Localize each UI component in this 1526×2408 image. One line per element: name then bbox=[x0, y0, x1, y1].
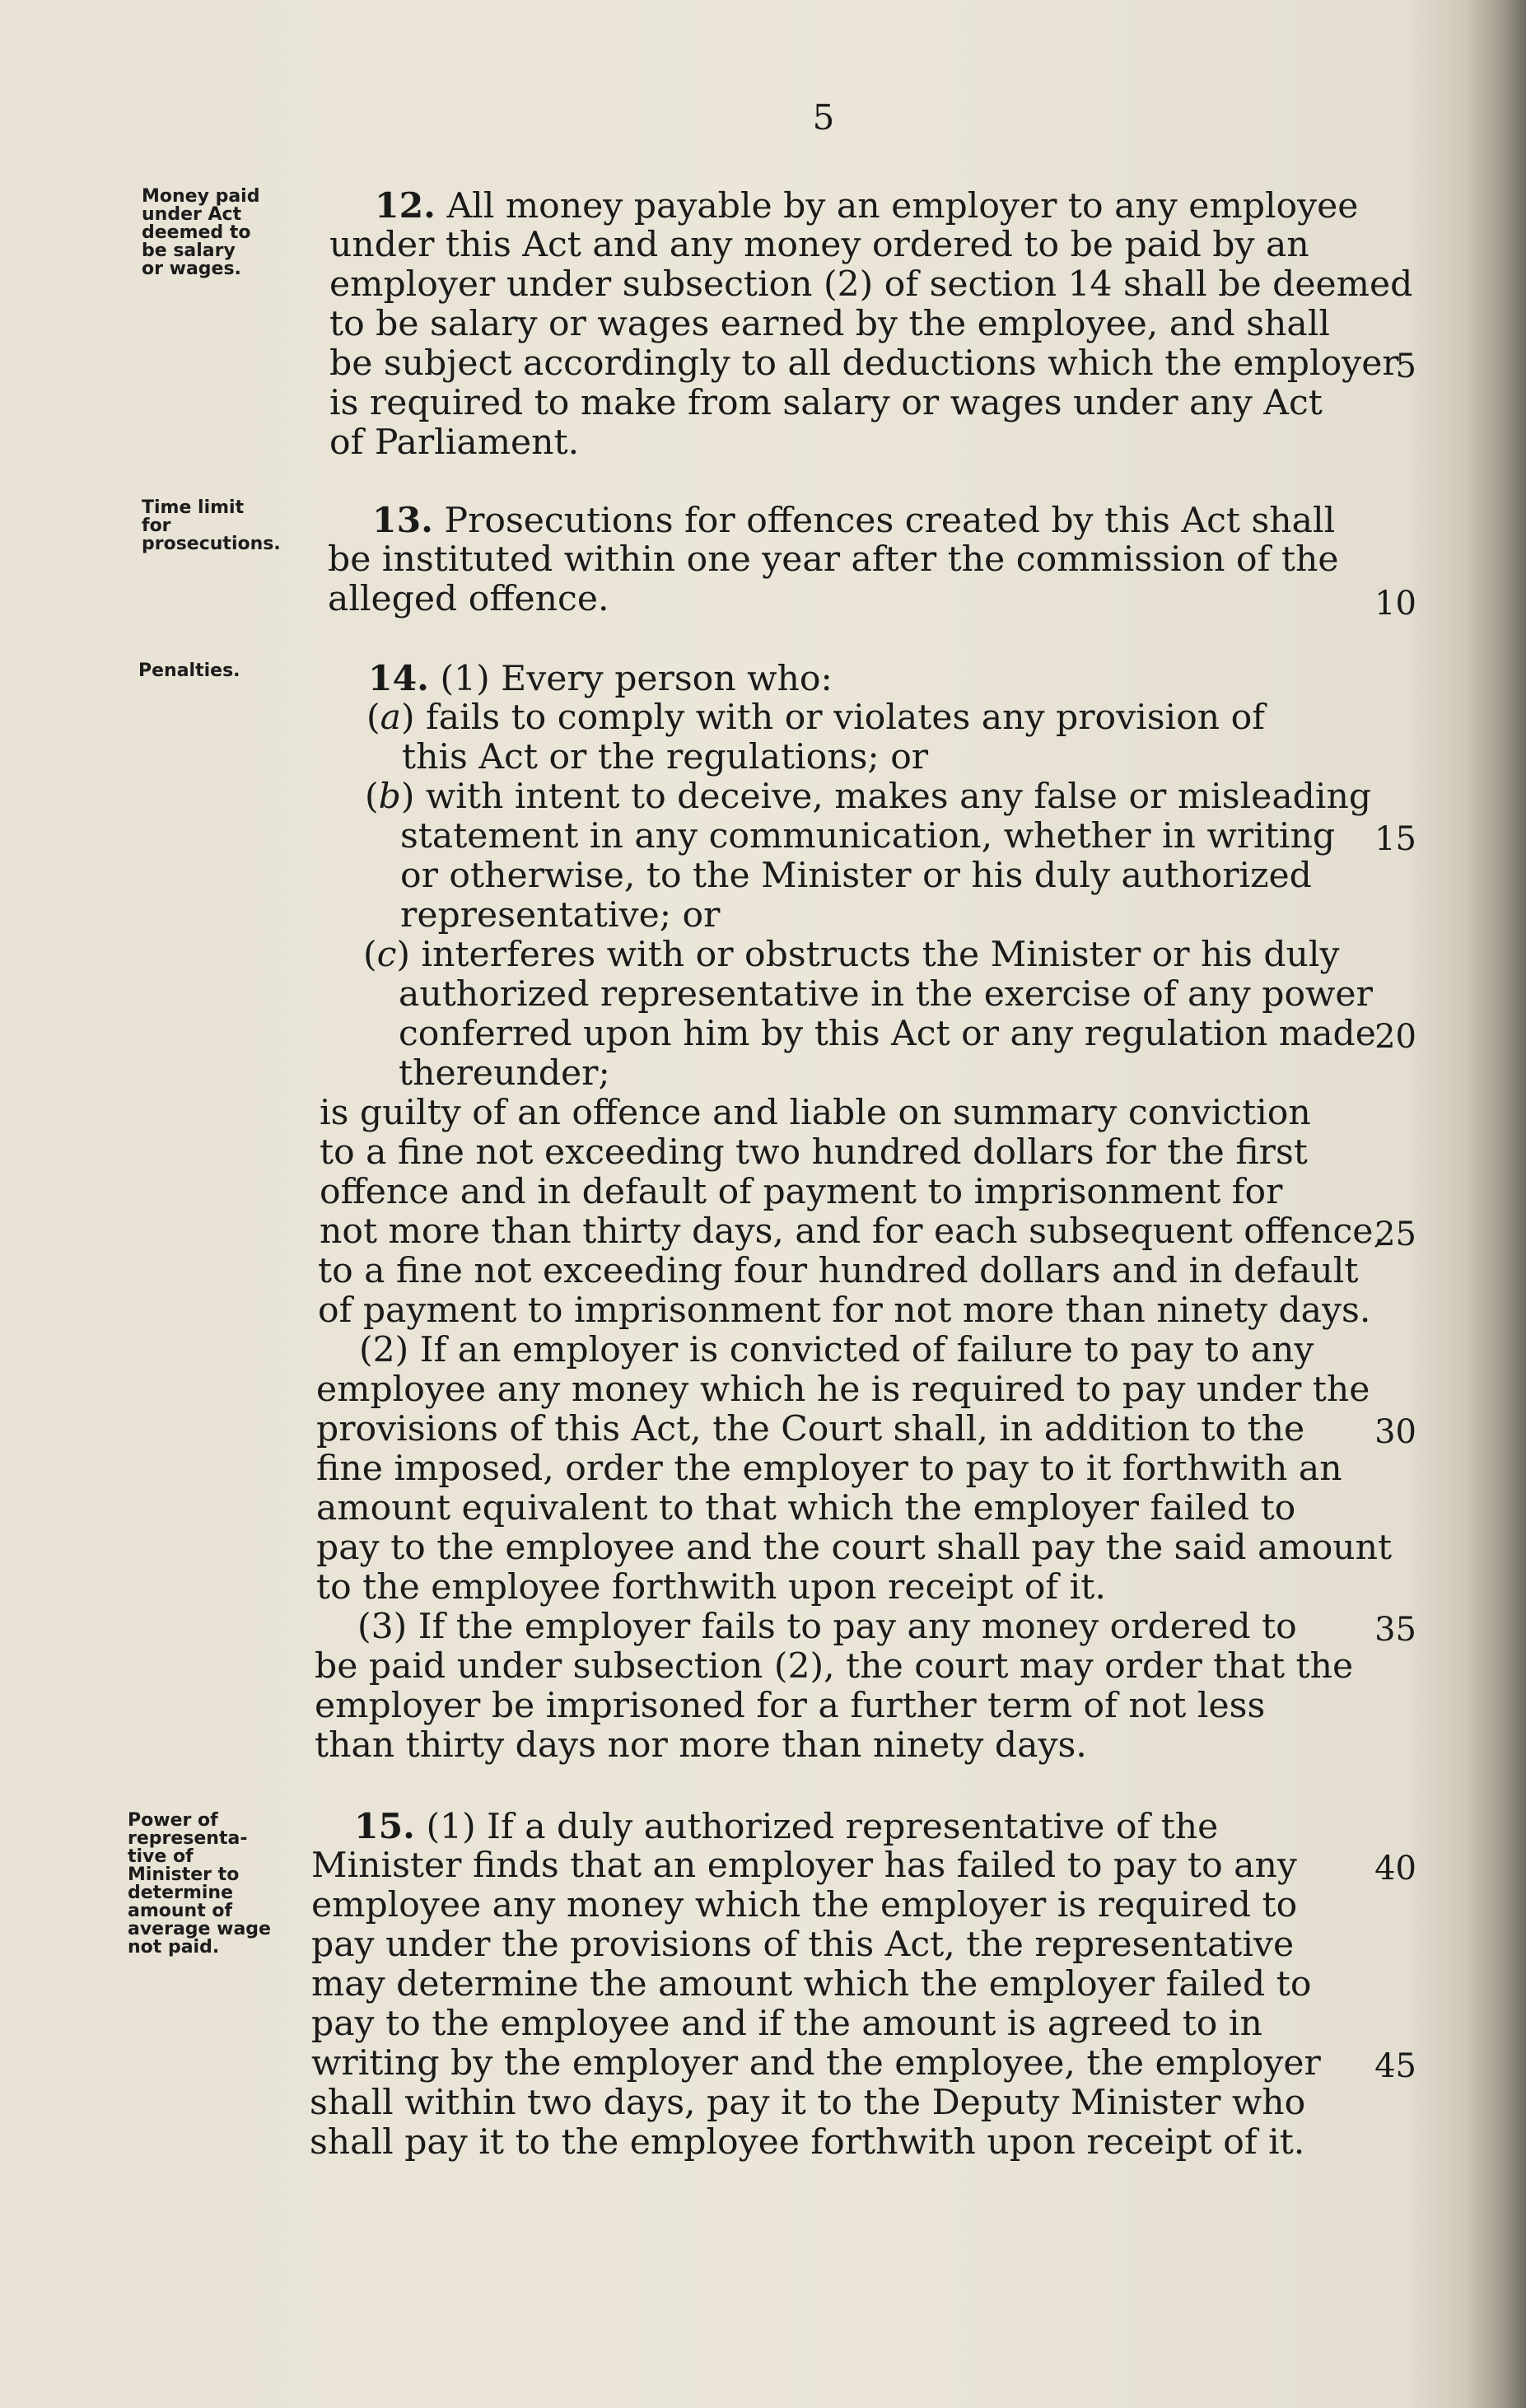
margin-note-line: under Act bbox=[142, 204, 242, 225]
section-12-line: be subject accordingly to all deductions which the employer bbox=[329, 343, 1399, 384]
section-number: 15. bbox=[354, 1806, 415, 1847]
section-15-line: Minister finds that an employer has failed to pay to any bbox=[311, 1846, 1297, 1886]
section-15-line: employee any money which the employer is required to bbox=[311, 1885, 1298, 1925]
margin-note-line: representa- bbox=[128, 1828, 248, 1849]
section-14-line: authorized representative in the exercise of any power bbox=[399, 974, 1373, 1015]
section-number: 13. bbox=[372, 500, 433, 541]
margin-note-line: Money paid bbox=[142, 186, 260, 207]
section-15-line: shall within two days, pay it to the Deputy Minister who bbox=[310, 2083, 1306, 2123]
margin-note-line: not paid. bbox=[128, 1937, 220, 1958]
section-15-line: shall pay it to the employee forthwith upon receipt of it. bbox=[310, 2122, 1305, 2163]
line-number: 5 bbox=[1395, 348, 1416, 385]
section-14-line: than thirty days nor more than ninety days. bbox=[315, 1725, 1087, 1766]
section-14-line: 14. (1) Every person who: bbox=[368, 658, 833, 699]
section-number: 12. bbox=[375, 185, 436, 226]
margin-note-line: deemed to bbox=[142, 222, 251, 243]
section-14-line: to a fine not exceeding two hundred dollars for the first bbox=[320, 1132, 1308, 1173]
section-14-line: fine imposed, order the employer to pay to it forthwith an bbox=[316, 1449, 1342, 1489]
margin-note-s13 bbox=[142, 499, 281, 553]
margin-note-line: tive of bbox=[128, 1846, 194, 1867]
section-15-line: pay under the provisions of this Act, the representative bbox=[311, 1925, 1295, 1965]
line-number: 10 bbox=[1374, 585, 1416, 623]
section-14-line: amount equivalent to that which the employer failed to bbox=[316, 1488, 1296, 1528]
section-12-line: under this Act and any money ordered to be paid by an bbox=[329, 225, 1309, 265]
section-14-line: (3) If the employer fails to pay any money ordered to bbox=[357, 1607, 1297, 1647]
line-number: 40 bbox=[1374, 1850, 1416, 1888]
section-15-line: may determine the amount which the employer failed to bbox=[311, 1964, 1312, 2004]
margin-note-s15 bbox=[128, 1812, 271, 1957]
margin-note-line: average wage bbox=[128, 1919, 271, 1939]
section-14-line: representative; or bbox=[400, 895, 721, 936]
margin-note-line: be salary bbox=[142, 240, 236, 261]
section-14-line: statement in any communication, whether in writing bbox=[400, 816, 1336, 856]
line-number: 20 bbox=[1374, 1018, 1416, 1056]
section-number: 14. bbox=[368, 658, 429, 699]
section-14-line: thereunder; bbox=[399, 1053, 610, 1094]
section-14-line: offence and in default of payment to imprisonment for bbox=[320, 1172, 1283, 1212]
section-14-line: (b) with intent to deceive, makes any false or misleading bbox=[365, 777, 1372, 817]
section-14-line: (c) interferes with or obstructs the Minister or his duly bbox=[363, 935, 1340, 975]
section-12-line: to be salary or wages earned by the employee, and shall bbox=[329, 304, 1330, 344]
section-13-line: alleged offence. bbox=[328, 579, 609, 619]
section-15-line: 15. (1) If a duly authorized representative of the bbox=[354, 1806, 1219, 1847]
section-12-line: is required to make from salary or wages under any Act bbox=[329, 383, 1323, 423]
margin-note-s12 bbox=[142, 188, 259, 278]
section-14-line: to a fine not exceeding four hundred dollars and in default bbox=[318, 1251, 1359, 1291]
page-number: 5 bbox=[812, 97, 835, 138]
section-14-line: to the employee forthwith upon receipt of it. bbox=[316, 1567, 1106, 1608]
line-number: 35 bbox=[1374, 1611, 1416, 1649]
section-14-line: employee any money which he is required to pay under the bbox=[316, 1370, 1370, 1410]
section-15-line: pay to the employee and if the amount is agreed to in bbox=[311, 2004, 1262, 2044]
section-14-line: (a) fails to comply with or violates any provision of bbox=[366, 698, 1265, 738]
section-14-line: or otherwise, to the Minister or his duly authorized bbox=[400, 856, 1312, 896]
section-12-line: of Parliament. bbox=[329, 422, 580, 463]
margin-note-line: Penalties. bbox=[138, 660, 240, 681]
section-14-line: provisions of this Act, the Court shall, in addition to the bbox=[316, 1409, 1305, 1449]
section-14-line: not more than thirty days, and for each subsequent offence, bbox=[320, 1211, 1384, 1252]
margin-note-line: Time limit bbox=[142, 497, 245, 518]
line-number: 30 bbox=[1374, 1413, 1416, 1451]
section-14-line: is guilty of an offence and liable on summary conviction bbox=[320, 1093, 1311, 1133]
margin-note-line: Minister to bbox=[128, 1864, 240, 1885]
line-number: 25 bbox=[1374, 1216, 1416, 1253]
section-14-line: employer be imprisoned for a further term of not less bbox=[315, 1686, 1266, 1726]
section-14-line: pay to the employee and the court shall pay the said amount bbox=[316, 1528, 1393, 1568]
margin-note-line: amount of bbox=[128, 1901, 233, 1921]
line-number: 15 bbox=[1374, 820, 1416, 858]
section-14-line: of payment to imprisonment for not more than ninety days. bbox=[318, 1290, 1371, 1331]
margin-note-line: Power of bbox=[128, 1810, 218, 1831]
section-15-line: writing by the employer and the employee, the employer bbox=[311, 2043, 1321, 2084]
section-12-line: 12. All money payable by an employer to any employee bbox=[375, 185, 1359, 226]
margin-note-line: or wages. bbox=[142, 259, 241, 279]
section-12-line: employer under subsection (2) of section 14 shall be deemed bbox=[329, 264, 1413, 305]
margin-note-s14 bbox=[138, 662, 240, 680]
section-14-line: this Act or the regulations; or bbox=[402, 737, 929, 777]
section-14-line: (2) If an employer is convicted of failure to pay to any bbox=[359, 1330, 1314, 1370]
section-13-line: be instituted within one year after the commission of the bbox=[328, 539, 1339, 580]
section-13-line: 13. Prosecutions for offences created by this Act shall bbox=[372, 500, 1336, 541]
section-14-line: be paid under subsection (2), the court may order that the bbox=[315, 1646, 1354, 1687]
line-number: 45 bbox=[1374, 2047, 1416, 2085]
section-14-line: conferred upon him by this Act or any regulation made bbox=[399, 1014, 1376, 1054]
margin-note-line: for bbox=[142, 516, 171, 536]
margin-note-line: prosecutions. bbox=[142, 534, 281, 554]
margin-note-line: determine bbox=[128, 1883, 234, 1903]
